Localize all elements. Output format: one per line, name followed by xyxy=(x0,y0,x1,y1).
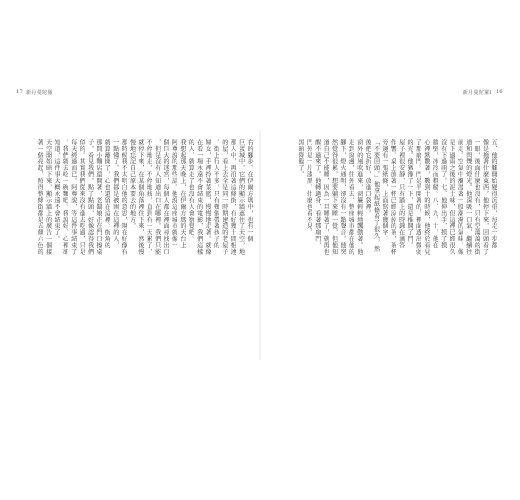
text-column: 就算離開了，心也還留在這裡。街角的 xyxy=(103,139,111,249)
text-column: 前走。空氣中瀰漫著一股潮濕的氣味，像 xyxy=(456,139,464,256)
text-column: 著一個亮起，照得整條街都是五顏六色的 xyxy=(36,139,44,256)
text-column: 旁邊有一張紙條，上面寫著幾個字： xyxy=(380,139,388,243)
text-column: 道自己不能睡，因為一旦睡著了，就再也 xyxy=(322,139,330,256)
text-column: 走到窗邊，往外看去，整座城市都在他的 xyxy=(347,139,355,256)
left-text-block xyxy=(24,139,253,361)
text-column: 知道，這件事大概永遠不會結束了。 xyxy=(53,139,61,243)
text-column: 似的。其實我們從來沒有進去吃過，只是 xyxy=(78,139,86,256)
right-page xyxy=(260,0,520,500)
text-column: 沒有下過雨了。七、他伸出手，摸了摸 xyxy=(439,139,447,249)
text-column: 五、他的腳開始變得沉重，每走一步都 xyxy=(490,139,497,249)
text-column: 門外是一片漆黑，什麼也看不見。 xyxy=(305,139,313,236)
text-column: 牆壁，冰冷而粗糙。八、九、十，他在 xyxy=(431,139,439,249)
text-column: 後把它折好，放進口袋裡。 xyxy=(364,139,372,217)
text-column: 在看一場永遠不會結束的電影，我們這樣 xyxy=(195,139,203,256)
text-column: 那時候我不太明白他的意思，現在好像有 xyxy=(120,139,128,256)
text-column: 「不要回頭。」他拿起紙條看了很久，然 xyxy=(372,139,380,253)
text-column: 心裡默數著，數到十的時候，他終於看見 xyxy=(422,139,430,256)
text-column: 的屋，看上去全是同一時期建造的老屋子 xyxy=(220,139,228,256)
text-column: 婦女，手裡拎著菜籃，慢慢地走著。就像 xyxy=(204,139,212,256)
text-column: 醒不過來了。他轉過身，看著那扇門， xyxy=(313,139,321,249)
text-column: 天空開始暗下來，顯示牆上的廣告一個接 xyxy=(44,139,52,256)
text-column: 每天經過而已。阿尊說，等這件事結束了 xyxy=(69,139,77,256)
text-column: 的人，就算走了也沒有人會察覺吧。 xyxy=(187,139,195,243)
text-column: 屋子裡很安靜，只有牆上的時鐘在滴答 xyxy=(397,139,405,249)
text-column: 一點懂了。我們都是被困在這裡的人， xyxy=(111,139,119,249)
left-page-number: 17 xyxy=(16,89,24,95)
text-column: 像是拖著什麼東西。他停下來，回頭看了 xyxy=(481,139,489,256)
text-column: 那人中，再沿著這條街，有好幾十間相連 xyxy=(229,139,237,256)
text-column: ，但是沒有人知道出口在哪裡。我們只能 xyxy=(153,139,161,256)
text-column: 巨蛋城中，它們的顯示牆遮住了天空，地 xyxy=(237,139,245,256)
text-column: 的光。他猶豫了一下，還是推開了門。 xyxy=(406,139,414,249)
right-page-number: 16 xyxy=(495,89,503,95)
text-column: 右的腳步。在伊爾方瑪中，也有一個 xyxy=(246,139,253,243)
text-column: 阿尊說的那些話。他說這座城市就像一 xyxy=(170,139,178,249)
text-column: 了那扇門。門是半開著的，裡面透出微弱 xyxy=(414,139,422,256)
text-column: 個巨大的迷宮，每個人都在裡面尋找出口 xyxy=(162,139,170,256)
text-column: 。街上行人不多，只有幾個帶著孩子的 xyxy=(212,139,220,249)
left-running-head: 新月曼陀羅 xyxy=(26,90,54,96)
text-column: 是下過雨之後的泥土味，但這裡已經很久 xyxy=(448,139,456,256)
right-text-block xyxy=(272,139,497,361)
right-running-head: 新月曼陀羅Ⅰ xyxy=(462,90,492,96)
text-column: 窗外的風吹進來，窗簾輕輕地飄動著。他 xyxy=(355,139,363,256)
text-column: ，我們就去吃一碗麵吧。我說好，心裡卻 xyxy=(61,139,69,256)
text-column: 那間小麵店還開著，老闆娘正在門口擦桌 xyxy=(94,139,102,256)
text-column: 子，看見我們，點了點頭，好像認得我們 xyxy=(86,139,94,256)
text-column: 道和閃爍的燈光。他深吸一口氣，繼續往 xyxy=(464,139,472,256)
text-column: 我想起那天晚上，在伊爾方瑪的天台上 xyxy=(178,139,186,249)
text-column: 一眼，後面什麼也沒有，只有空蕩蕩的街 xyxy=(473,139,481,256)
text-column: 作響。桌上放著一杯已經涼掉的茶，茶杯 xyxy=(389,139,397,256)
text-column: 然覺得很累，想要躺下來睡一覺，但他知 xyxy=(330,139,338,256)
text-column: 不停地走，不停地找，直到有一天累了， xyxy=(145,139,153,256)
text-column: 就停下來，在某個角落裡住下來，然後慢 xyxy=(136,139,144,256)
text-column: 黑暗降臨了。 xyxy=(297,139,305,178)
text-column: 腳下，燈火通明，卻沒有一點聲音。他突 xyxy=(338,139,346,256)
text-column: 慢地忘記自己原本要去的地方。 xyxy=(128,139,136,230)
